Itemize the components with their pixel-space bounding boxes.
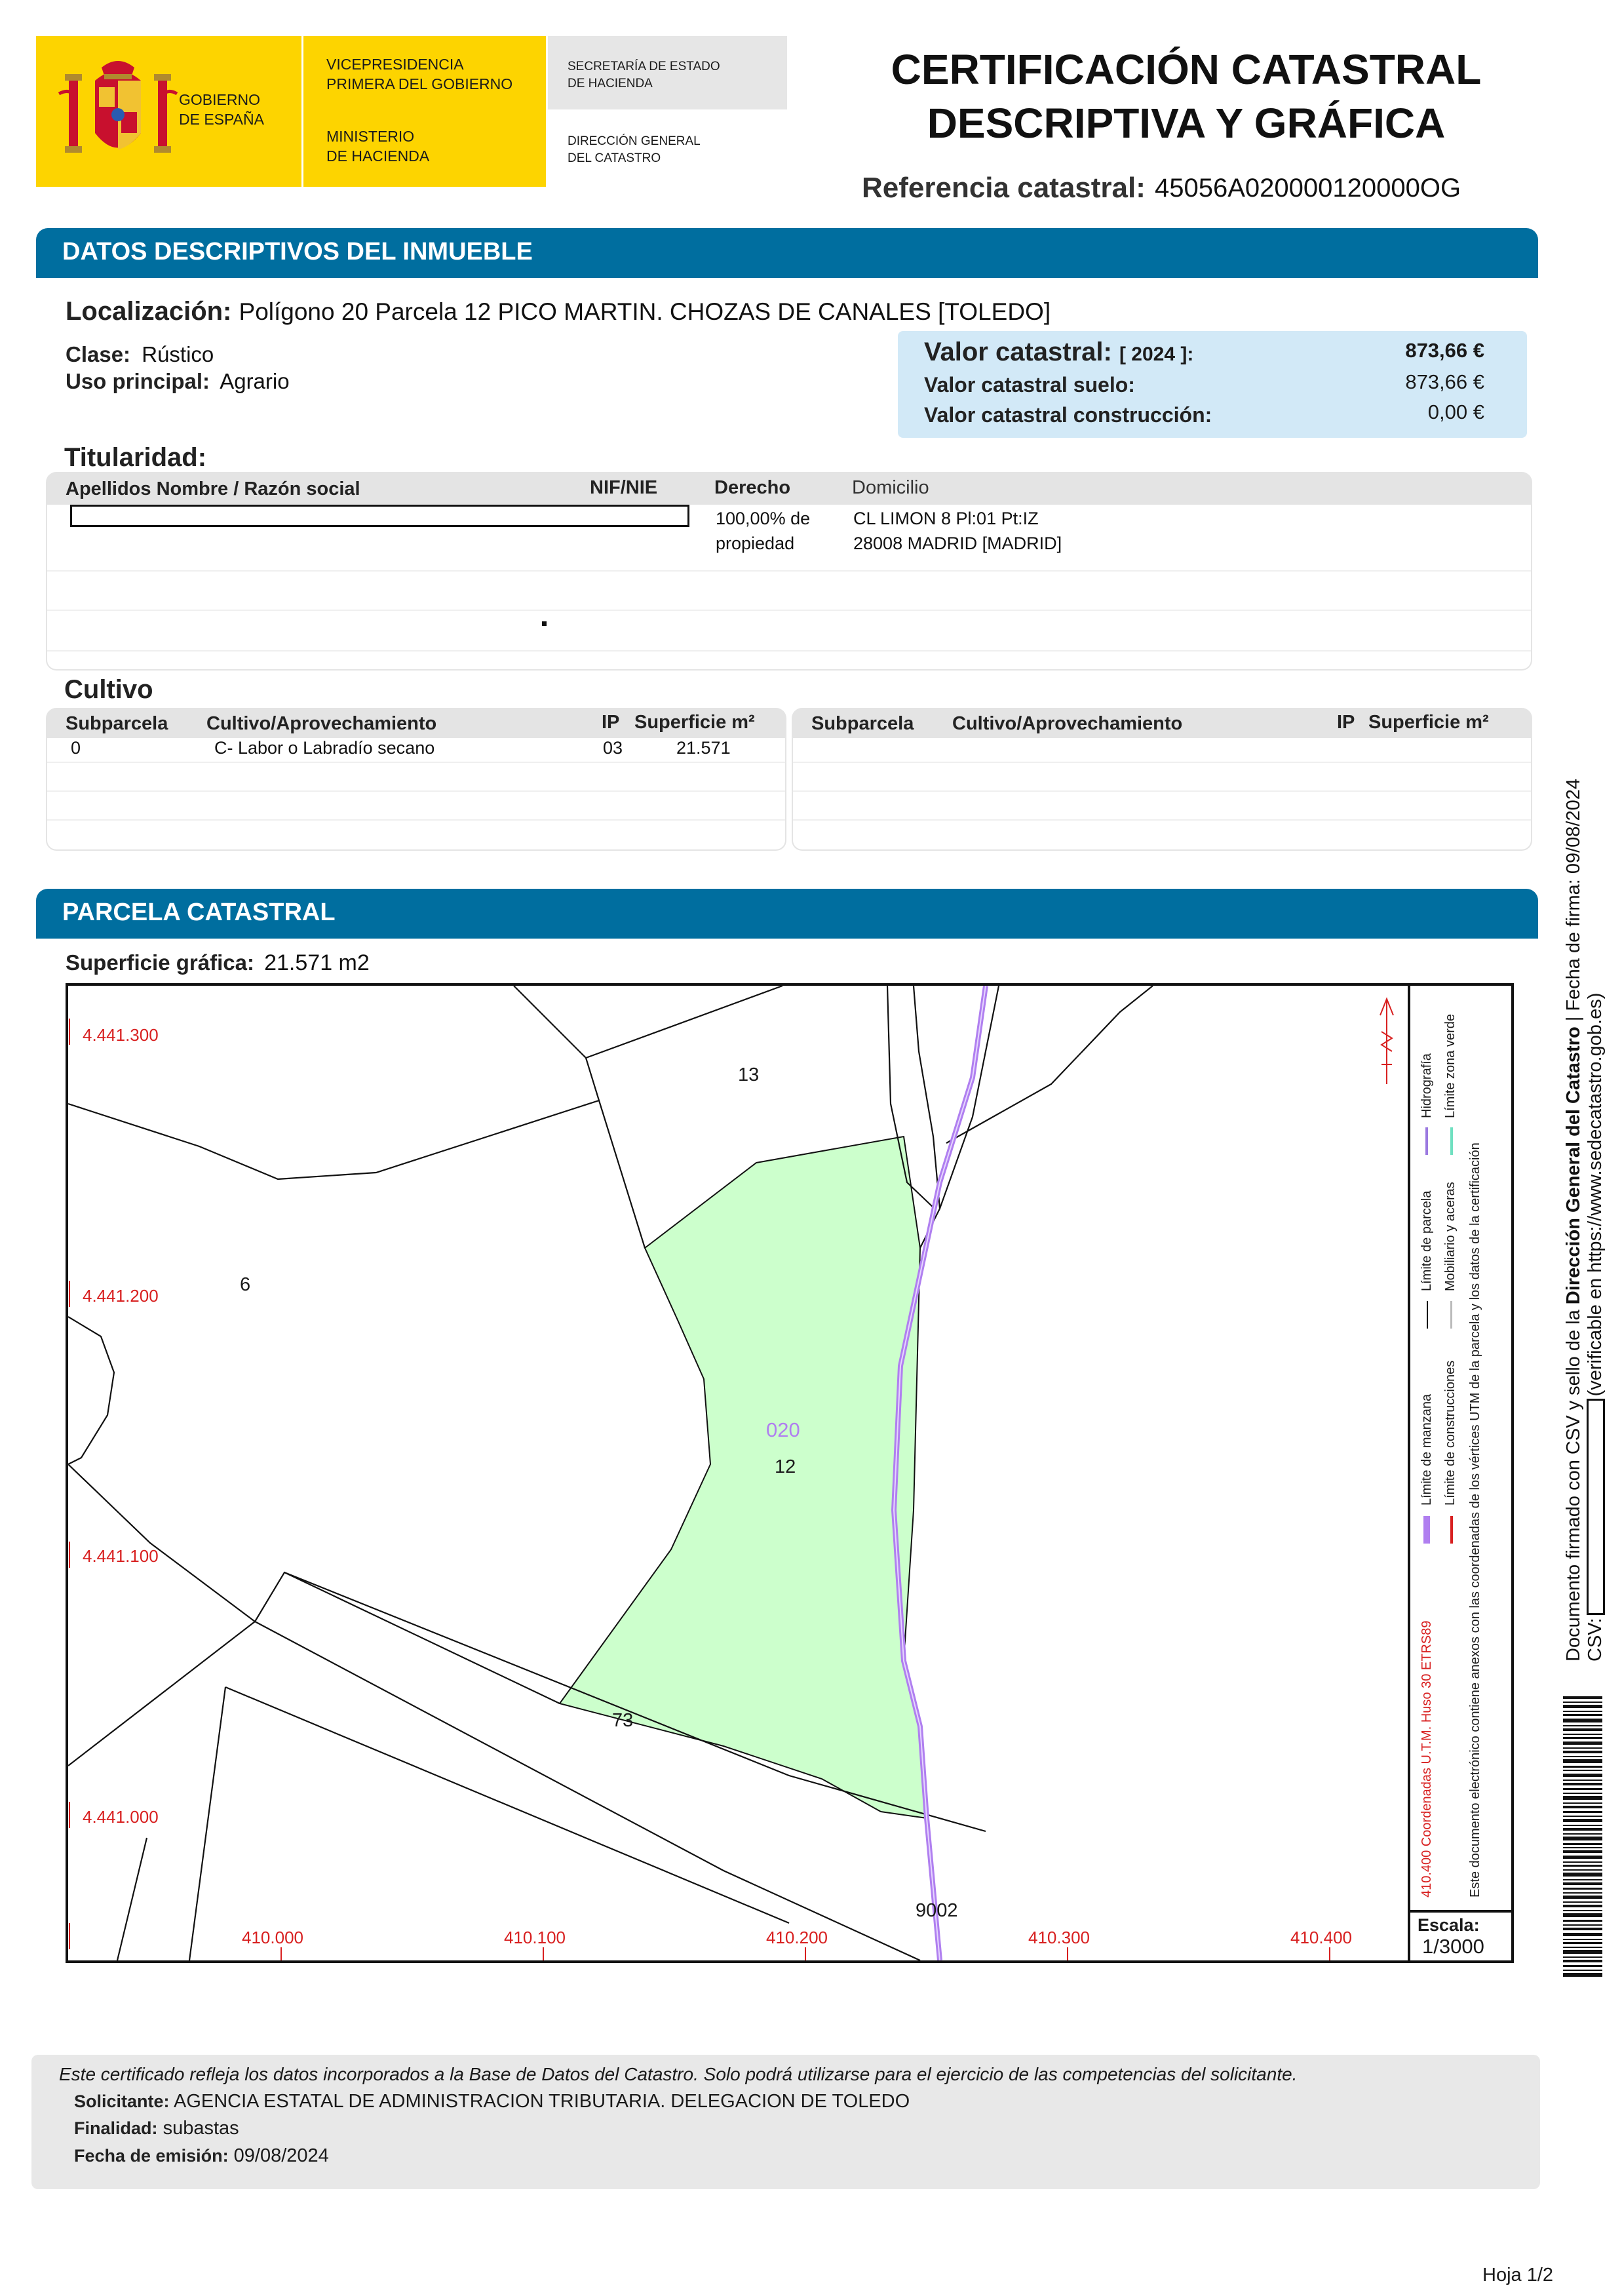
solicitante-label: Solicitante: (74, 2092, 170, 2111)
valor-label: Valor catastral: (924, 338, 1112, 366)
uso-row (66, 369, 290, 394)
cultivo-subparcela: 0 (71, 738, 81, 758)
legend-divider (1408, 983, 1410, 1963)
cultivo-body-right (792, 738, 1532, 851)
y-tick-4441200: 4.441.200 (83, 1286, 159, 1306)
section-header-descriptivos: DATOS DESCRIPTIVOS DEL INMUEBLE (36, 228, 1538, 270)
th-cultivo-2: Cultivo/Aprovechamiento (952, 713, 1183, 734)
x-tick-410200: 410.200 (766, 1928, 828, 1947)
ref-label: Referencia catastral: (862, 172, 1146, 204)
parcel-label-12: 12 (775, 1456, 796, 1477)
escala-value: 1/3000 (1422, 1935, 1484, 1958)
th-derecho: Derecho (714, 477, 791, 498)
barcode-icon (1563, 1696, 1602, 1978)
finalidad-value: subastas (163, 2118, 239, 2139)
x-tick-410300: 410.300 (1028, 1928, 1090, 1947)
parcel-label-9002: 9002 (916, 1900, 958, 1921)
ministry-panel (303, 36, 546, 187)
titularidad-title: Titularidad: (64, 443, 207, 472)
coat-of-arms-icon (56, 54, 180, 169)
side-line1-c: | Fecha de firma: 09/08/2024 (1563, 778, 1584, 1027)
cultivo-superficie: 21.571 (676, 738, 731, 758)
legend-swatch-manzana (1423, 1516, 1430, 1544)
gobierno-panel (36, 36, 301, 187)
vicepresidencia-line1: VICEPRESIDENCIA (326, 56, 464, 73)
legend-swatch-parcela (1427, 1301, 1428, 1329)
th-superficie-2: Superficie m² (1368, 712, 1489, 733)
legend-hidrografia: Hidrografía (1419, 1053, 1434, 1118)
footer-box (31, 2055, 1540, 2189)
side-line1-b: Dirección General del Catastro (1563, 1026, 1584, 1305)
finalidad-label: Finalidad: (74, 2118, 158, 2138)
secretaria-panel (548, 36, 787, 109)
th-subparcela: Subparcela (66, 713, 168, 734)
ref-value: 45056A020000120000OG (1155, 174, 1461, 203)
dot-mark (542, 621, 547, 626)
parcel-label-13: 13 (738, 1064, 760, 1085)
section-underline (36, 270, 1538, 278)
csv-box (1587, 1399, 1605, 1615)
titular-name-box (70, 505, 689, 527)
side-line1-a: Documento firmado con CSV y sello de la (1563, 1304, 1584, 1662)
direccion-line1: DIRECCIÓN GENERAL (568, 134, 701, 148)
construccion-label: Valor catastral construcción: (924, 403, 1212, 427)
suelo-label: Valor catastral suelo: (924, 373, 1135, 397)
map-drawing (68, 986, 1408, 1960)
cultivo-header-right (792, 708, 1532, 738)
uso-label: Uso principal: (66, 369, 210, 393)
legend-parcela: Límite de parcela (1419, 1190, 1434, 1291)
uso-value: Agrario (220, 369, 290, 393)
ministerio-line1: MINISTERIO (326, 128, 415, 145)
parcel-label-6: 6 (240, 1274, 251, 1295)
gobierno-line2: DE ESPAÑA (179, 111, 264, 128)
legend-swatch-zona-verde (1450, 1127, 1453, 1155)
secretaria-line1: SECRETARÍA DE ESTADO (568, 60, 720, 73)
th-ip-2: IP (1337, 712, 1355, 733)
th-nif: NIF/NIE (590, 477, 658, 498)
side-csv-line (1585, 993, 1606, 1662)
sup-value: 21.571 m2 (264, 950, 370, 975)
fecha-label: Fecha de emisión: (74, 2146, 229, 2166)
th-cultivo: Cultivo/Aprovechamiento (206, 713, 437, 734)
x-tick-410100: 410.100 (504, 1928, 566, 1947)
north-arrow-icon (1380, 999, 1393, 1084)
suelo-value: 873,66 € (1405, 370, 1484, 393)
localizacion-label: Localización: (66, 297, 232, 326)
legend-zona-verde: Límite zona verde (1443, 1014, 1458, 1118)
government-logo-block (36, 36, 750, 187)
sup-label: Superficie gráfica: (66, 950, 254, 975)
cultivo-title: Cultivo (64, 675, 153, 704)
legend-mobiliario: Mobiliario y aceras (1443, 1182, 1458, 1291)
superficie-grafica-row (66, 950, 370, 976)
y-tick-4441000: 4.441.000 (83, 1807, 159, 1827)
th-subparcela-2: Subparcela (811, 713, 914, 734)
x-tick-410400: 410.400 (1290, 1928, 1352, 1947)
section-underline-2 (36, 931, 1538, 939)
cultivo-header-left (46, 708, 786, 738)
valor-year: [ 2024 ]: (1119, 343, 1194, 365)
solicitante-value: AGENCIA ESTATAL DE ADMINISTRACION TRIBUTARIA. DELEGACION DE TOLEDO (174, 2091, 910, 2112)
page-number: Hoja 1/2 (1482, 2265, 1554, 2286)
title-line2: DESCRIPTIVA Y GRÁFICA (927, 100, 1446, 147)
section-header-parcela: PARCELA CATASTRAL (36, 889, 1538, 931)
domicilio-line1: CL LIMON 8 Pl:01 Pt:IZ (853, 509, 1039, 528)
th-domicilio: Domicilio (852, 477, 929, 498)
derecho-line1: 100,00% de (716, 509, 811, 528)
disclaimer: Este certificado refleja los datos incorporados a la Base de Datos del Catastro. Solo podrá utilizarse para el ejercicio de las competencias del solicitante. (59, 2064, 1298, 2084)
direccion-line2: DEL CATASTRO (568, 151, 661, 165)
cultivo-aprovechamiento: C- Labor o Labradío secano (214, 738, 435, 758)
parcel-map (66, 983, 1514, 1963)
y-tick-4441100: 4.441.100 (83, 1546, 159, 1566)
localizacion-value: Polígono 20 Parcela 12 PICO MARTIN. CHOZAS DE CANALES [TOLEDO] (239, 298, 1051, 325)
fecha-value: 09/08/2024 (233, 2145, 329, 2166)
localizacion-row (66, 297, 1051, 326)
side-line2: (verificable en https://www.sedecatastro.gob.es) (1585, 992, 1606, 1397)
parcel-boundaries (68, 986, 1153, 1960)
barcode (1563, 1696, 1602, 1978)
titularidad-body (46, 505, 1532, 671)
legend-swatch-construcciones (1450, 1516, 1453, 1544)
legend-swatch-hidrografia (1425, 1127, 1428, 1155)
document-title (813, 43, 1560, 150)
clase-value: Rústico (142, 342, 214, 366)
derecho-line2: propiedad (716, 534, 795, 553)
clase-row (66, 342, 214, 367)
th-nombre: Apellidos Nombre / Razón social (66, 478, 360, 499)
parcel-label-73: 73 (612, 1710, 634, 1731)
legend-note: Este documento electrónico contiene anexos con las coordenadas de los vértices UTM de la parcela y los datos de la certificación (1468, 1142, 1482, 1897)
legend-manzana: Límite de manzana (1419, 1393, 1434, 1506)
clase-label: Clase: (66, 342, 131, 366)
csv-label: CSV: (1585, 1618, 1606, 1662)
escala-label: Escala: (1418, 1915, 1480, 1935)
x-tick-410000: 410.000 (242, 1928, 303, 1947)
titularidad-header (46, 472, 1532, 505)
legend-scale-divider (1410, 1910, 1514, 1913)
secretaria-line2: DE HACIENDA (568, 77, 653, 90)
domicilio-line2: 28008 MADRID [MADRID] (853, 534, 1062, 553)
legend-coords: 410.400 Coordenadas U.T.M. Huso 30 ETRS89 (1419, 1620, 1434, 1897)
legend-construcciones: Límite de construcciones (1443, 1360, 1458, 1506)
side-signature-line (1563, 779, 1585, 1662)
gobierno-line1: GOBIERNO (179, 91, 260, 108)
cultivo-ip: 03 (603, 738, 623, 758)
polygon-label-020: 020 (766, 1418, 800, 1441)
cultivo-body-left (46, 738, 786, 851)
valor-catastral-box (898, 331, 1527, 438)
ministerio-line2: DE HACIENDA (326, 147, 430, 165)
valor-value: 873,66 € (1405, 339, 1484, 362)
legend-swatch-mobiliario (1450, 1301, 1452, 1329)
y-tick-4441300: 4.441.300 (83, 1025, 159, 1045)
vicepresidencia-line2: PRIMERA DEL GOBIERNO (326, 75, 513, 92)
construccion-value: 0,00 € (1427, 400, 1484, 423)
title-line1: CERTIFICACIÓN CATASTRAL (891, 46, 1482, 93)
th-ip: IP (602, 712, 620, 733)
th-superficie: Superficie m² (634, 712, 755, 733)
